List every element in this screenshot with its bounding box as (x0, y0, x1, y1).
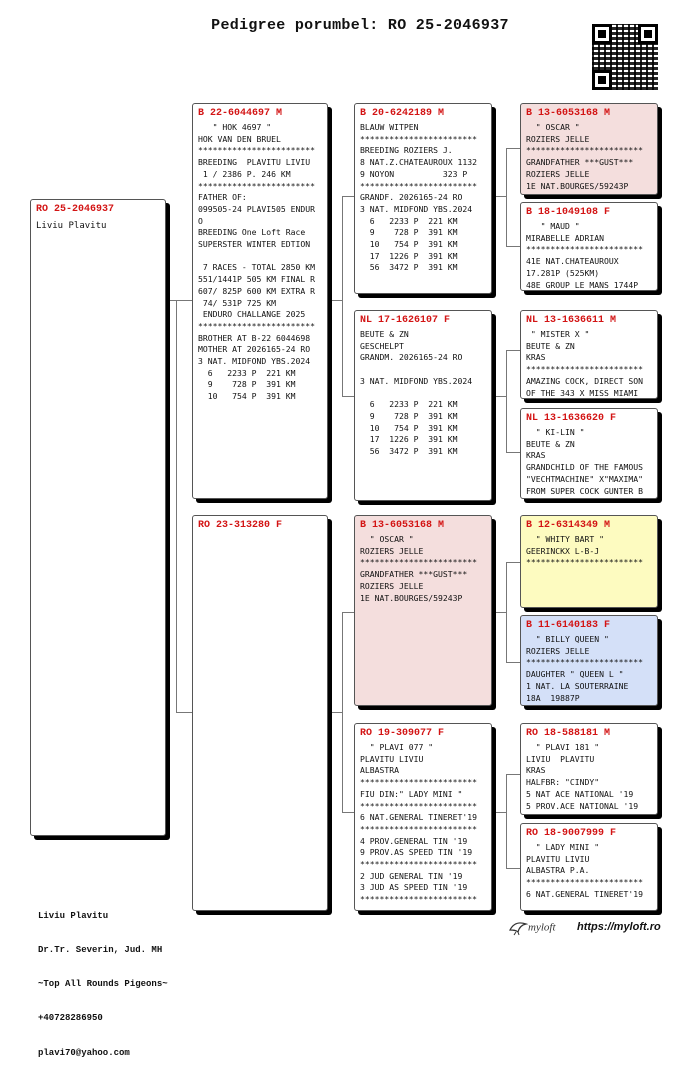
ring-number: B 11-6140183 F (526, 620, 611, 631)
connector-line (342, 196, 343, 396)
breeder-name: Liviu Plavitu (38, 910, 109, 921)
pigeon-logo-icon (508, 920, 528, 936)
ring-number: B 22-6044697 M (198, 108, 283, 119)
connector-line (176, 712, 192, 713)
breeder-email[interactable]: plavi70@yahoo.com (38, 1047, 130, 1058)
dam-dam-card[interactable] (354, 723, 492, 911)
pigeon-info: BEUTE & ZN GESCHELPT GRANDM. 2026165-24 RO 3 NAT. MIDFOND YBS.2024 6 2233 P 221 KM 9 728 P 391 KM 10 754 P 391 KM 17 1226 P 391 KM 56 3472 P 391 KM (360, 329, 473, 457)
ring-number: B 12-6314349 M (526, 520, 611, 531)
connector-line (506, 662, 520, 663)
pigeon-info: " KI-LIN " BEUTE & ZN KRAS GRANDCHILD OF THE FAMOUS "VECHTMACHINE" X"MAXIMA" FROM SUPER COCK GUNTER B (526, 427, 643, 496)
sire-dam-dam-card[interactable] (520, 408, 658, 499)
sire-dam-sire-card[interactable] (520, 310, 658, 399)
connector-line (328, 300, 342, 301)
ring-number: RO 18-9007999 F (526, 828, 617, 839)
dam-sire-dam-card[interactable] (520, 615, 658, 706)
connector-line (176, 300, 192, 301)
connector-line (492, 612, 506, 613)
breeder-phone: +40728286950 (38, 1013, 103, 1024)
connector-line (506, 148, 507, 246)
connector-line (342, 812, 354, 813)
pigeon-info: Liviu Plavitu (36, 221, 107, 231)
ring-number: RO 25-2046937 (36, 204, 115, 215)
ring-number: RO 23-313280 F (198, 520, 283, 531)
ring-number: NL 17-1626107 F (360, 315, 451, 326)
pigeon-info: " MISTER X " BEUTE & ZN KRAS ************************ AMAZING COCK, DIRECT SON OF THE 343 X MISS MIAMI (526, 329, 643, 398)
ring-number: RO 18-588181 M (526, 728, 611, 739)
qr-finder (592, 70, 612, 90)
connector-line (506, 148, 520, 149)
ring-number: RO 19-309077 F (360, 728, 445, 739)
dam-dam-dam-card[interactable] (520, 823, 658, 911)
dam-sire-card[interactable] (354, 515, 492, 706)
ring-number: B 18-1049108 F (526, 207, 611, 218)
pigeon-info: " OSCAR " ROZIERS JELLE ************************ GRANDFATHER ***GUST*** ROZIERS JELLE 1E NAT.BOURGES/59243P (526, 122, 643, 191)
connector-line (506, 246, 520, 247)
sire-dam-card[interactable] (354, 310, 492, 501)
qr-code (592, 24, 658, 90)
pigeon-info: " OSCAR " ROZIERS JELLE ************************ GRANDFATHER ***GUST*** ROZIERS JELLE 1E NAT.BOURGES/59243P (360, 534, 477, 603)
sire-sire-sire-card[interactable] (520, 103, 658, 195)
pigeon-info: " PLAVI 181 " LIVIU PLAVITU KRAS HALFBR: "CINDY" 5 NAT ACE NATIONAL '19 5 PROV.ACE NATIONAL '19 (526, 742, 639, 811)
ring-number: B 20-6242189 M (360, 108, 445, 119)
sire-card[interactable] (192, 103, 328, 499)
qr-finder (638, 24, 658, 44)
connector-line (492, 396, 506, 397)
subject-card[interactable] (30, 199, 166, 836)
ring-number: B 13-6053168 M (526, 108, 611, 119)
connector-line (506, 562, 520, 563)
breeder-address: Dr.Tr. Severin, Jud. MH (38, 945, 163, 956)
sire-sire-card[interactable] (354, 103, 492, 294)
connector-line (506, 452, 520, 453)
connector-line (506, 350, 520, 351)
myloft-logo (508, 920, 556, 936)
connector-line (328, 712, 342, 713)
ring-number: NL 13-1636611 M (526, 315, 617, 326)
connector-line (506, 350, 507, 452)
pigeon-info: " WHITY BART " GEERINCKX L-B-J ************************ (526, 534, 643, 568)
connector-line (506, 774, 520, 775)
connector-line (506, 774, 507, 868)
ring-number: B 13-6053168 M (360, 520, 445, 531)
ring-number: NL 13-1636620 F (526, 413, 617, 424)
qr-finder (592, 24, 612, 44)
connector-line (342, 612, 354, 613)
connector-line (166, 300, 176, 301)
pigeon-info: " LADY MINI " PLAVITU LIVIU ALBASTRA P.A. ************************ 6 NAT.GENERAL TINERET'19 (526, 842, 643, 899)
sire-sire-dam-card[interactable] (520, 202, 658, 291)
pigeon-info: " HOK 4697 " HOK VAN DEN BRUEL ************************ BREEDING PLAVITU LIVIU 1 / 2386 P. 246 KM ************************ FATHER OF: 099505-24 PLAVI505 ENDUR O BREEDING One Loft Race SUPERSTER WINTER EDTION 7 RACES - TOTAL 2850 KM 551/1441P 505 KM FINAL R 607/ 825P 600 KM EXTRA R 74/ 531P 725 KM ENDURO CHALLANGE 2025 ************************ BROTHER AT B-22 6044698 MOTHER AT 2026165-24 RO 3 NAT. MIDFOND YBS.2024 6 2233 P 221 KM 9 728 P 391 KM 10 754 P 391 KM (198, 122, 315, 402)
connector-line (342, 196, 354, 197)
dam-dam-sire-card[interactable] (520, 723, 658, 815)
pigeon-info: " MAUD " MIRABELLE ADRIAN ************************ 41E NAT.CHATEAUROUX 17.281P (525KM) 48E GROUP LE MANS 1744P (526, 221, 643, 290)
breeder-motto: ~Top All Rounds Pigeons~ (38, 979, 168, 990)
pigeon-info: " BILLY QUEEN " ROZIERS JELLE ************************ DAUGHTER " QUEEN L " 1 NAT. LA SOUTERRAINE 18A 19887P (526, 634, 643, 703)
pigeon-info: BLAUW WITPEN ************************ BREEDING ROZIERS J. 8 NAT.Z.CHATEAUROUX 1132 9 NOYON 323 P ************************ GRANDF. 2026165-24 RO 3 NAT. MIDFOND YBS.2024 6 2233 P 221 KM 9 728 P 391 KM 10 754 P 391 KM 17 1226 P 391 KM 56 3472 P 391 KM (360, 122, 477, 273)
connector-line (506, 868, 520, 869)
connector-line (492, 812, 506, 813)
connector-line (342, 612, 343, 812)
pigeon-info: " PLAVI 077 " PLAVITU LIVIU ALBASTRA ************************ FIU DIN:" LADY MINI " ************************ 6 NAT.GENERAL TINERET'19 ************************ 4 PROV.GENERAL TIN '19 9 PROV.AS SPEED TIN '19 ************************ 2 JUD GENERAL TIN '19 3 JUD AS SPEED TIN '19 ************************ (360, 742, 477, 905)
connector-line (176, 300, 177, 712)
connector-line (506, 562, 507, 662)
breeder-contact (38, 888, 168, 1071)
dam-sire-sire-card[interactable] (520, 515, 658, 608)
dam-card[interactable] (192, 515, 328, 911)
connector-line (342, 396, 354, 397)
logo-text: myloft (528, 921, 556, 934)
page-title: Pedigree porumbel: RO 25-2046937 (211, 17, 509, 34)
website-link[interactable]: https://myloft.ro (577, 921, 661, 933)
connector-line (492, 196, 506, 197)
